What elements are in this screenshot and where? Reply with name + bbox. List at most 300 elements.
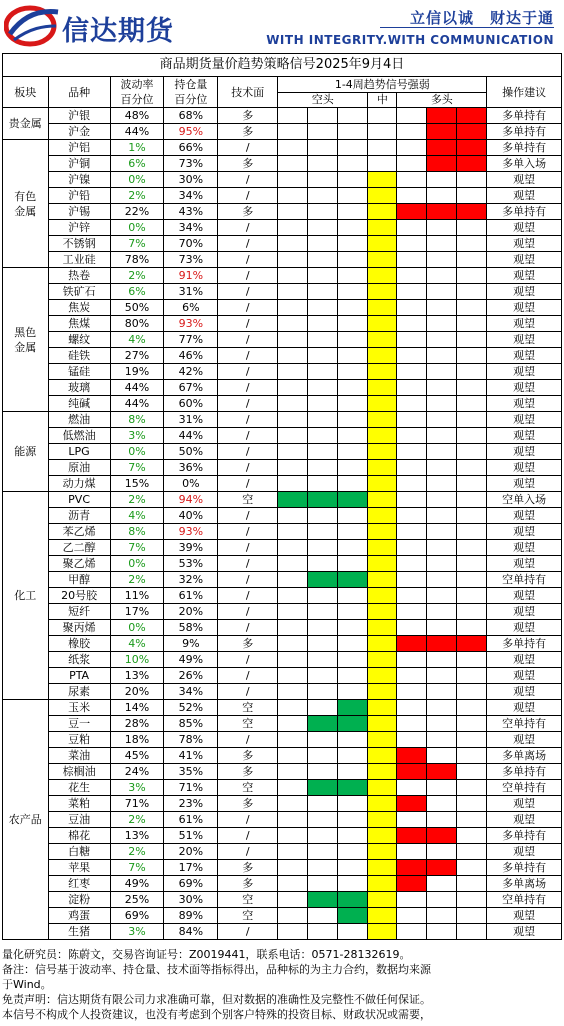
signal-cell [397,684,427,700]
signal-cell [427,268,457,284]
oi-cell: 93% [164,316,218,332]
technical-cell: / [218,140,278,156]
signal-cell [397,540,427,556]
technical-cell: / [218,476,278,492]
signal-cell [278,332,308,348]
signal-cell [368,828,397,844]
signal-cell [308,924,338,940]
technical-cell: 空 [218,700,278,716]
signal-cell [308,876,338,892]
signal-cell [368,812,397,828]
variety-cell: 淀粉 [48,892,110,908]
table-row [3,860,562,876]
signal-cell [427,700,457,716]
signal-cell [457,636,487,652]
signal-cell [397,604,427,620]
signal-cell [427,668,457,684]
slogan-divider [380,27,554,28]
signal-cell [457,908,487,924]
signal-cell [278,908,308,924]
signal-cell [368,620,397,636]
signal-cell [397,588,427,604]
signal-cell [397,892,427,908]
volatility-cell: 1% [110,140,164,156]
signal-cell [368,108,397,124]
signal-cell [427,108,457,124]
table-row [3,268,562,284]
volatility-cell: 69% [110,908,164,924]
signal-cell [368,764,397,780]
oi-cell: 17% [164,860,218,876]
signal-cell [427,556,457,572]
sector-label: 化工 [3,492,49,700]
table-row [3,652,562,668]
signal-cell [457,732,487,748]
signal-cell [397,908,427,924]
signal-cell [427,588,457,604]
signal-cell [308,460,338,476]
signal-cell [278,748,308,764]
signal-cell [457,508,487,524]
variety-cell: 20号胶 [48,588,110,604]
table-row [3,332,562,348]
table-row [3,908,562,924]
technical-cell: / [218,300,278,316]
signal-cell [308,300,338,316]
table-row [3,236,562,252]
signal-cell [368,796,397,812]
advice-cell: 观望 [487,172,562,188]
technical-cell: / [218,412,278,428]
volatility-cell: 18% [110,732,164,748]
signal-cell [457,108,487,124]
signal-cell [368,588,397,604]
signal-cell [338,156,368,172]
oi-cell: 58% [164,620,218,636]
technical-cell: / [218,268,278,284]
signal-cell [338,300,368,316]
advice-cell: 多单持有 [487,636,562,652]
volatility-cell: 49% [110,876,164,892]
volatility-cell: 50% [110,300,164,316]
oi-cell: 40% [164,508,218,524]
table-row [3,732,562,748]
signal-cell [278,444,308,460]
signal-cell [308,476,338,492]
oi-cell: 9% [164,636,218,652]
volatility-cell: 2% [110,812,164,828]
variety-cell: 铁矿石 [48,284,110,300]
advice-cell: 观望 [487,380,562,396]
oi-cell: 42% [164,364,218,380]
signal-cell [368,636,397,652]
signal-cell [457,220,487,236]
signal-cell [397,156,427,172]
technical-cell: / [218,684,278,700]
signal-cell [368,460,397,476]
signal-cell [308,604,338,620]
signal-cell [457,604,487,620]
signal-cell [368,364,397,380]
footer-note: 备注：信号基于波动率、持仓量、技术面等指标得出，品种标的为主力合约，数据均来源 [2,963,431,976]
signal-cell [368,124,397,140]
variety-cell: 生猪 [48,924,110,940]
variety-cell: 花生 [48,780,110,796]
signal-cell [397,428,427,444]
advice-cell: 观望 [487,540,562,556]
variety-cell: 苹果 [48,860,110,876]
table-row [3,636,562,652]
signal-cell [338,396,368,412]
signal-cell [278,156,308,172]
signal-cell [338,108,368,124]
signal-cell [308,700,338,716]
volatility-cell: 80% [110,316,164,332]
signal-cell [278,412,308,428]
table-title: 商品期货量价趋势策略信号2025年9月4日 [3,54,562,77]
variety-cell: 沪铜 [48,156,110,172]
advice-cell: 观望 [487,700,562,716]
signal-cell [368,252,397,268]
signal-cell [278,924,308,940]
signal-cell [338,748,368,764]
volatility-cell: 44% [110,380,164,396]
signal-cell [457,364,487,380]
signal-cell [338,860,368,876]
signal-cell [338,636,368,652]
variety-cell: 螺纹 [48,332,110,348]
advice-cell: 多单持有 [487,828,562,844]
signal-cell [278,300,308,316]
oi-cell: 70% [164,236,218,252]
technical-cell: / [218,380,278,396]
signal-cell [427,124,457,140]
signal-cell [457,268,487,284]
variety-cell: 甲醇 [48,572,110,588]
variety-cell: 热卷 [48,268,110,284]
signal-cell [397,844,427,860]
signal-cell [278,140,308,156]
signal-cell [338,172,368,188]
sector-label: 能源 [3,412,49,492]
signal-cell [397,204,427,220]
signal-cell [308,268,338,284]
variety-cell: 不锈钢 [48,236,110,252]
advice-cell: 观望 [487,444,562,460]
sector-label: 农产品 [3,700,49,940]
variety-cell: 菜油 [48,748,110,764]
variety-cell: 短纤 [48,604,110,620]
technical-cell: / [218,364,278,380]
technical-cell: 空 [218,780,278,796]
oi-cell: 34% [164,188,218,204]
signal-cell [278,636,308,652]
table-row [3,396,562,412]
volatility-cell: 45% [110,748,164,764]
technical-cell: 空 [218,908,278,924]
signal-cell [308,140,338,156]
signal-cell [457,828,487,844]
signal-cell [397,412,427,428]
table-row [3,700,562,716]
signal-cell [338,844,368,860]
signal-cell [338,220,368,236]
signal-cell [427,172,457,188]
oi-cell: 44% [164,428,218,444]
signal-cell [338,668,368,684]
signal-cell [308,764,338,780]
signal-cell [308,828,338,844]
oi-cell: 61% [164,588,218,604]
signal-cell [308,364,338,380]
variety-cell: 棕榈油 [48,764,110,780]
header-mid: 中 [368,93,397,108]
oi-cell: 60% [164,396,218,412]
signal-cell [457,700,487,716]
signal-cell [457,236,487,252]
signal-cell [368,476,397,492]
advice-cell: 观望 [487,604,562,620]
signal-cell [308,252,338,268]
signal-cell [368,540,397,556]
oi-cell: 36% [164,460,218,476]
signal-cell [278,252,308,268]
header-short: 空头 [278,93,368,108]
table-row [3,284,562,300]
advice-cell: 观望 [487,796,562,812]
volatility-cell: 8% [110,412,164,428]
signal-cell [397,396,427,412]
signal-cell [427,428,457,444]
volatility-cell: 48% [110,108,164,124]
signal-cell [338,428,368,444]
signal-cell [397,236,427,252]
signal-cell [308,508,338,524]
volatility-cell: 7% [110,460,164,476]
signal-cell [278,428,308,444]
signal-cell [368,732,397,748]
table-row [3,172,562,188]
signal-cell [308,444,338,460]
signal-cell [457,668,487,684]
signal-cell [457,332,487,348]
table-row [3,780,562,796]
signal-cell [397,444,427,460]
technical-cell: / [218,652,278,668]
signal-cell [308,796,338,812]
technical-cell: / [218,556,278,572]
signal-cell [397,700,427,716]
advice-cell: 观望 [487,652,562,668]
signal-cell [457,764,487,780]
signal-cell [397,252,427,268]
signal-cell [427,764,457,780]
signal-cell [278,796,308,812]
header-long: 多头 [397,93,487,108]
signal-cell [397,796,427,812]
signal-cell [457,428,487,444]
signal-cell [427,892,457,908]
signal-cell [338,524,368,540]
volatility-cell: 2% [110,572,164,588]
advice-cell: 观望 [487,428,562,444]
signal-cell [308,396,338,412]
signal-cell [278,204,308,220]
signal-cell [338,652,368,668]
signal-cell [427,220,457,236]
signal-cell [457,540,487,556]
signal-cell [308,380,338,396]
technical-cell: / [218,588,278,604]
signal-cell [338,828,368,844]
signal-cell [278,716,308,732]
signal-cell [338,812,368,828]
signal-cell [338,268,368,284]
signal-cell [427,236,457,252]
oi-cell: 61% [164,812,218,828]
volatility-cell: 7% [110,860,164,876]
variety-cell: 工业硅 [48,252,110,268]
table-row [3,668,562,684]
table-row [3,796,562,812]
signal-cell [397,668,427,684]
technical-cell: 多 [218,748,278,764]
oi-cell: 49% [164,652,218,668]
technical-cell: 多 [218,204,278,220]
oi-cell: 34% [164,220,218,236]
oi-cell: 89% [164,908,218,924]
oi-cell: 95% [164,124,218,140]
header-advice: 操作建议 [487,77,562,108]
signal-cell [338,316,368,332]
signal-cell [397,524,427,540]
header-oi-l2: 百分位 [174,93,208,106]
signal-cell [308,316,338,332]
table-row [3,156,562,172]
variety-cell: 沥青 [48,508,110,524]
signal-cell [338,876,368,892]
signal-cell [427,716,457,732]
signal-cell [427,780,457,796]
signal-cell [278,588,308,604]
technical-cell: / [218,236,278,252]
signal-cell [368,380,397,396]
signal-cell [308,220,338,236]
advice-cell: 多单离场 [487,748,562,764]
oi-cell: 30% [164,172,218,188]
advice-cell: 观望 [487,268,562,284]
signal-cell [457,124,487,140]
signal-cell [457,476,487,492]
signal-cell [397,300,427,316]
variety-cell: 沪铅 [48,188,110,204]
signal-cell [308,556,338,572]
table-row [3,524,562,540]
volatility-cell: 4% [110,508,164,524]
signal-cell [368,508,397,524]
technical-cell: / [218,460,278,476]
signal-cell [457,444,487,460]
table-row [3,764,562,780]
signal-cell [397,652,427,668]
signal-cell [368,316,397,332]
advice-cell: 观望 [487,396,562,412]
signal-cell [368,188,397,204]
advice-cell: 观望 [487,588,562,604]
signal-cell [457,188,487,204]
volatility-cell: 4% [110,636,164,652]
technical-cell: 空 [218,492,278,508]
signal-cell [457,588,487,604]
table-row [3,476,562,492]
advice-cell: 多单持有 [487,124,562,140]
volatility-cell: 20% [110,684,164,700]
signal-cell [368,172,397,188]
variety-cell: 橡胶 [48,636,110,652]
table-row [3,716,562,732]
technical-cell: / [218,668,278,684]
technical-cell: / [218,444,278,460]
signal-cell [308,588,338,604]
volatility-cell: 19% [110,364,164,380]
oi-cell: 73% [164,156,218,172]
oi-cell: 71% [164,780,218,796]
signal-cell [397,364,427,380]
header-sector: 板块 [3,77,49,108]
oi-cell: 32% [164,572,218,588]
technical-cell: 多 [218,796,278,812]
footer-note-cont: 于Wind。 [2,978,52,991]
signal-cell [427,860,457,876]
signal-cell [397,220,427,236]
signal-cell [397,636,427,652]
signal-cell [338,604,368,620]
signal-cell [338,892,368,908]
volatility-cell: 0% [110,444,164,460]
signal-cell [368,844,397,860]
signal-cell [278,348,308,364]
table-row [3,220,562,236]
signal-cell [308,524,338,540]
signal-cell [427,812,457,828]
oi-cell: 20% [164,844,218,860]
signal-cell [278,700,308,716]
oi-cell: 41% [164,748,218,764]
advice-cell: 观望 [487,220,562,236]
signal-cell [457,572,487,588]
advice-cell: 多单离场 [487,876,562,892]
signal-cell [427,684,457,700]
oi-cell: 26% [164,668,218,684]
signal-cell [457,348,487,364]
signal-cell [308,412,338,428]
header-technical: 技术面 [218,77,278,108]
footer-disclaimer-cont: 本信号不构成个人投资建议，也没有考虑到个别客户特殊的投资目标、财政状况或需要， [2,1008,431,1021]
volatility-cell: 24% [110,764,164,780]
signal-cell [278,844,308,860]
technical-cell: / [218,348,278,364]
signal-cell [338,204,368,220]
signal-cell [397,876,427,892]
signal-cell [278,604,308,620]
signal-cell [338,380,368,396]
oi-cell: 31% [164,284,218,300]
signal-cell [368,748,397,764]
signal-cell [457,796,487,812]
signal-cell [308,748,338,764]
signal-cell [278,860,308,876]
oi-cell: 39% [164,540,218,556]
